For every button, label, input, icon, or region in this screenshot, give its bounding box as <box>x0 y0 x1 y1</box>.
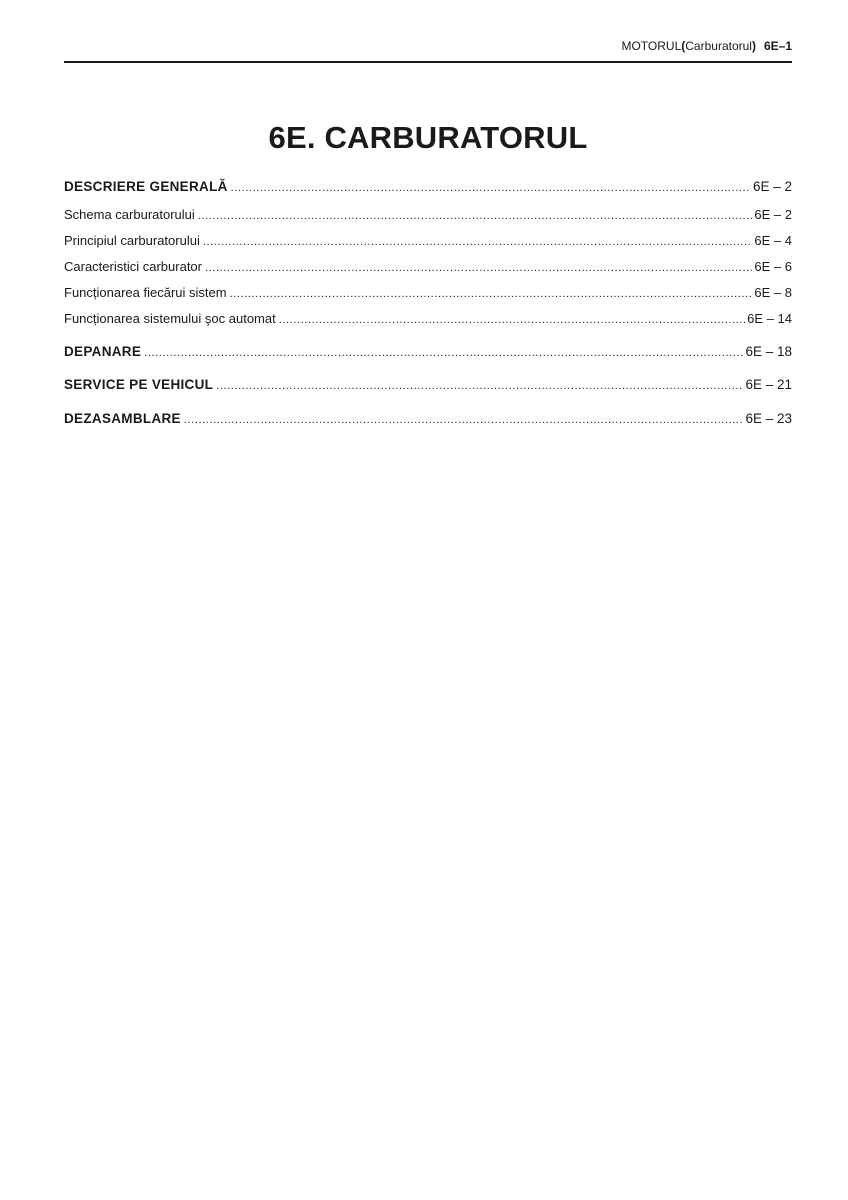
toc-entry-descriere-generala[interactable] <box>64 178 792 196</box>
toc-entry-page: 6E – 14 <box>747 311 792 326</box>
toc-entry-caracteristici-carburator[interactable] <box>64 258 792 276</box>
toc-entry-page: 6E – 4 <box>754 233 792 248</box>
toc-entry-schema-carburatorului[interactable] <box>64 206 792 224</box>
header-rule <box>64 61 792 63</box>
toc-leader-dots <box>231 178 751 197</box>
header-paren-open: ( <box>681 39 686 53</box>
toc-entry-page: 6E – 8 <box>754 285 792 300</box>
header-subsection: Carburatorul <box>685 39 752 53</box>
chapter-title: 6E. CARBURATORUL <box>268 120 588 155</box>
toc-entry-label: SERVICE PE VEHICUL <box>64 377 214 392</box>
toc-entry-depanare[interactable] <box>64 343 792 361</box>
toc-entry-principiul-carburatorului[interactable] <box>64 232 792 250</box>
toc-leader-dots <box>230 284 753 303</box>
toc-entry-label: Caracteristici carburator <box>64 259 202 274</box>
toc-entry-page: 6E – 2 <box>752 179 792 194</box>
toc-leader-dots <box>198 206 753 225</box>
header-section: MOTORUL <box>621 39 682 53</box>
toc-entry-functionarea-fiecarui-sistem[interactable] <box>64 284 792 302</box>
toc-entry-page: 6E – 23 <box>745 411 792 426</box>
toc-leader-dots <box>216 376 743 395</box>
toc-entry-label: Schema carburatorului <box>64 207 195 222</box>
toc-entry-label: DEZASAMBLARE <box>64 411 181 426</box>
toc-entry-page: 6E – 6 <box>754 259 792 274</box>
toc-entry-page: 6E – 2 <box>754 207 792 222</box>
toc-entry-page: 6E – 18 <box>745 344 792 359</box>
toc-leader-dots <box>184 410 744 429</box>
toc-entry-dezasamblare[interactable] <box>64 410 792 428</box>
toc-entry-service-pe-vehicul[interactable] <box>64 376 792 394</box>
toc-leader-dots <box>203 232 753 251</box>
running-header <box>64 38 792 54</box>
toc-entry-label: Funcționarea sistemului şoc automat <box>64 311 276 326</box>
toc-leader-dots <box>205 258 752 277</box>
toc-entry-label: Funcționarea fiecărui sistem <box>64 285 227 300</box>
toc-leader-dots <box>279 310 745 329</box>
toc-entry-functionarea-soc-automat[interactable] <box>64 310 792 328</box>
toc-entry-page: 6E – 21 <box>745 377 792 392</box>
toc-entry-label: Principiul carburatorului <box>64 233 200 248</box>
toc-entry-label: DEPANARE <box>64 344 142 359</box>
toc-leader-dots <box>144 343 743 362</box>
header-paren-close: ) <box>751 39 756 53</box>
toc-entry-label: DESCRIERE GENERALĂ <box>64 179 228 194</box>
header-page-number: 6E–1 <box>763 39 792 53</box>
